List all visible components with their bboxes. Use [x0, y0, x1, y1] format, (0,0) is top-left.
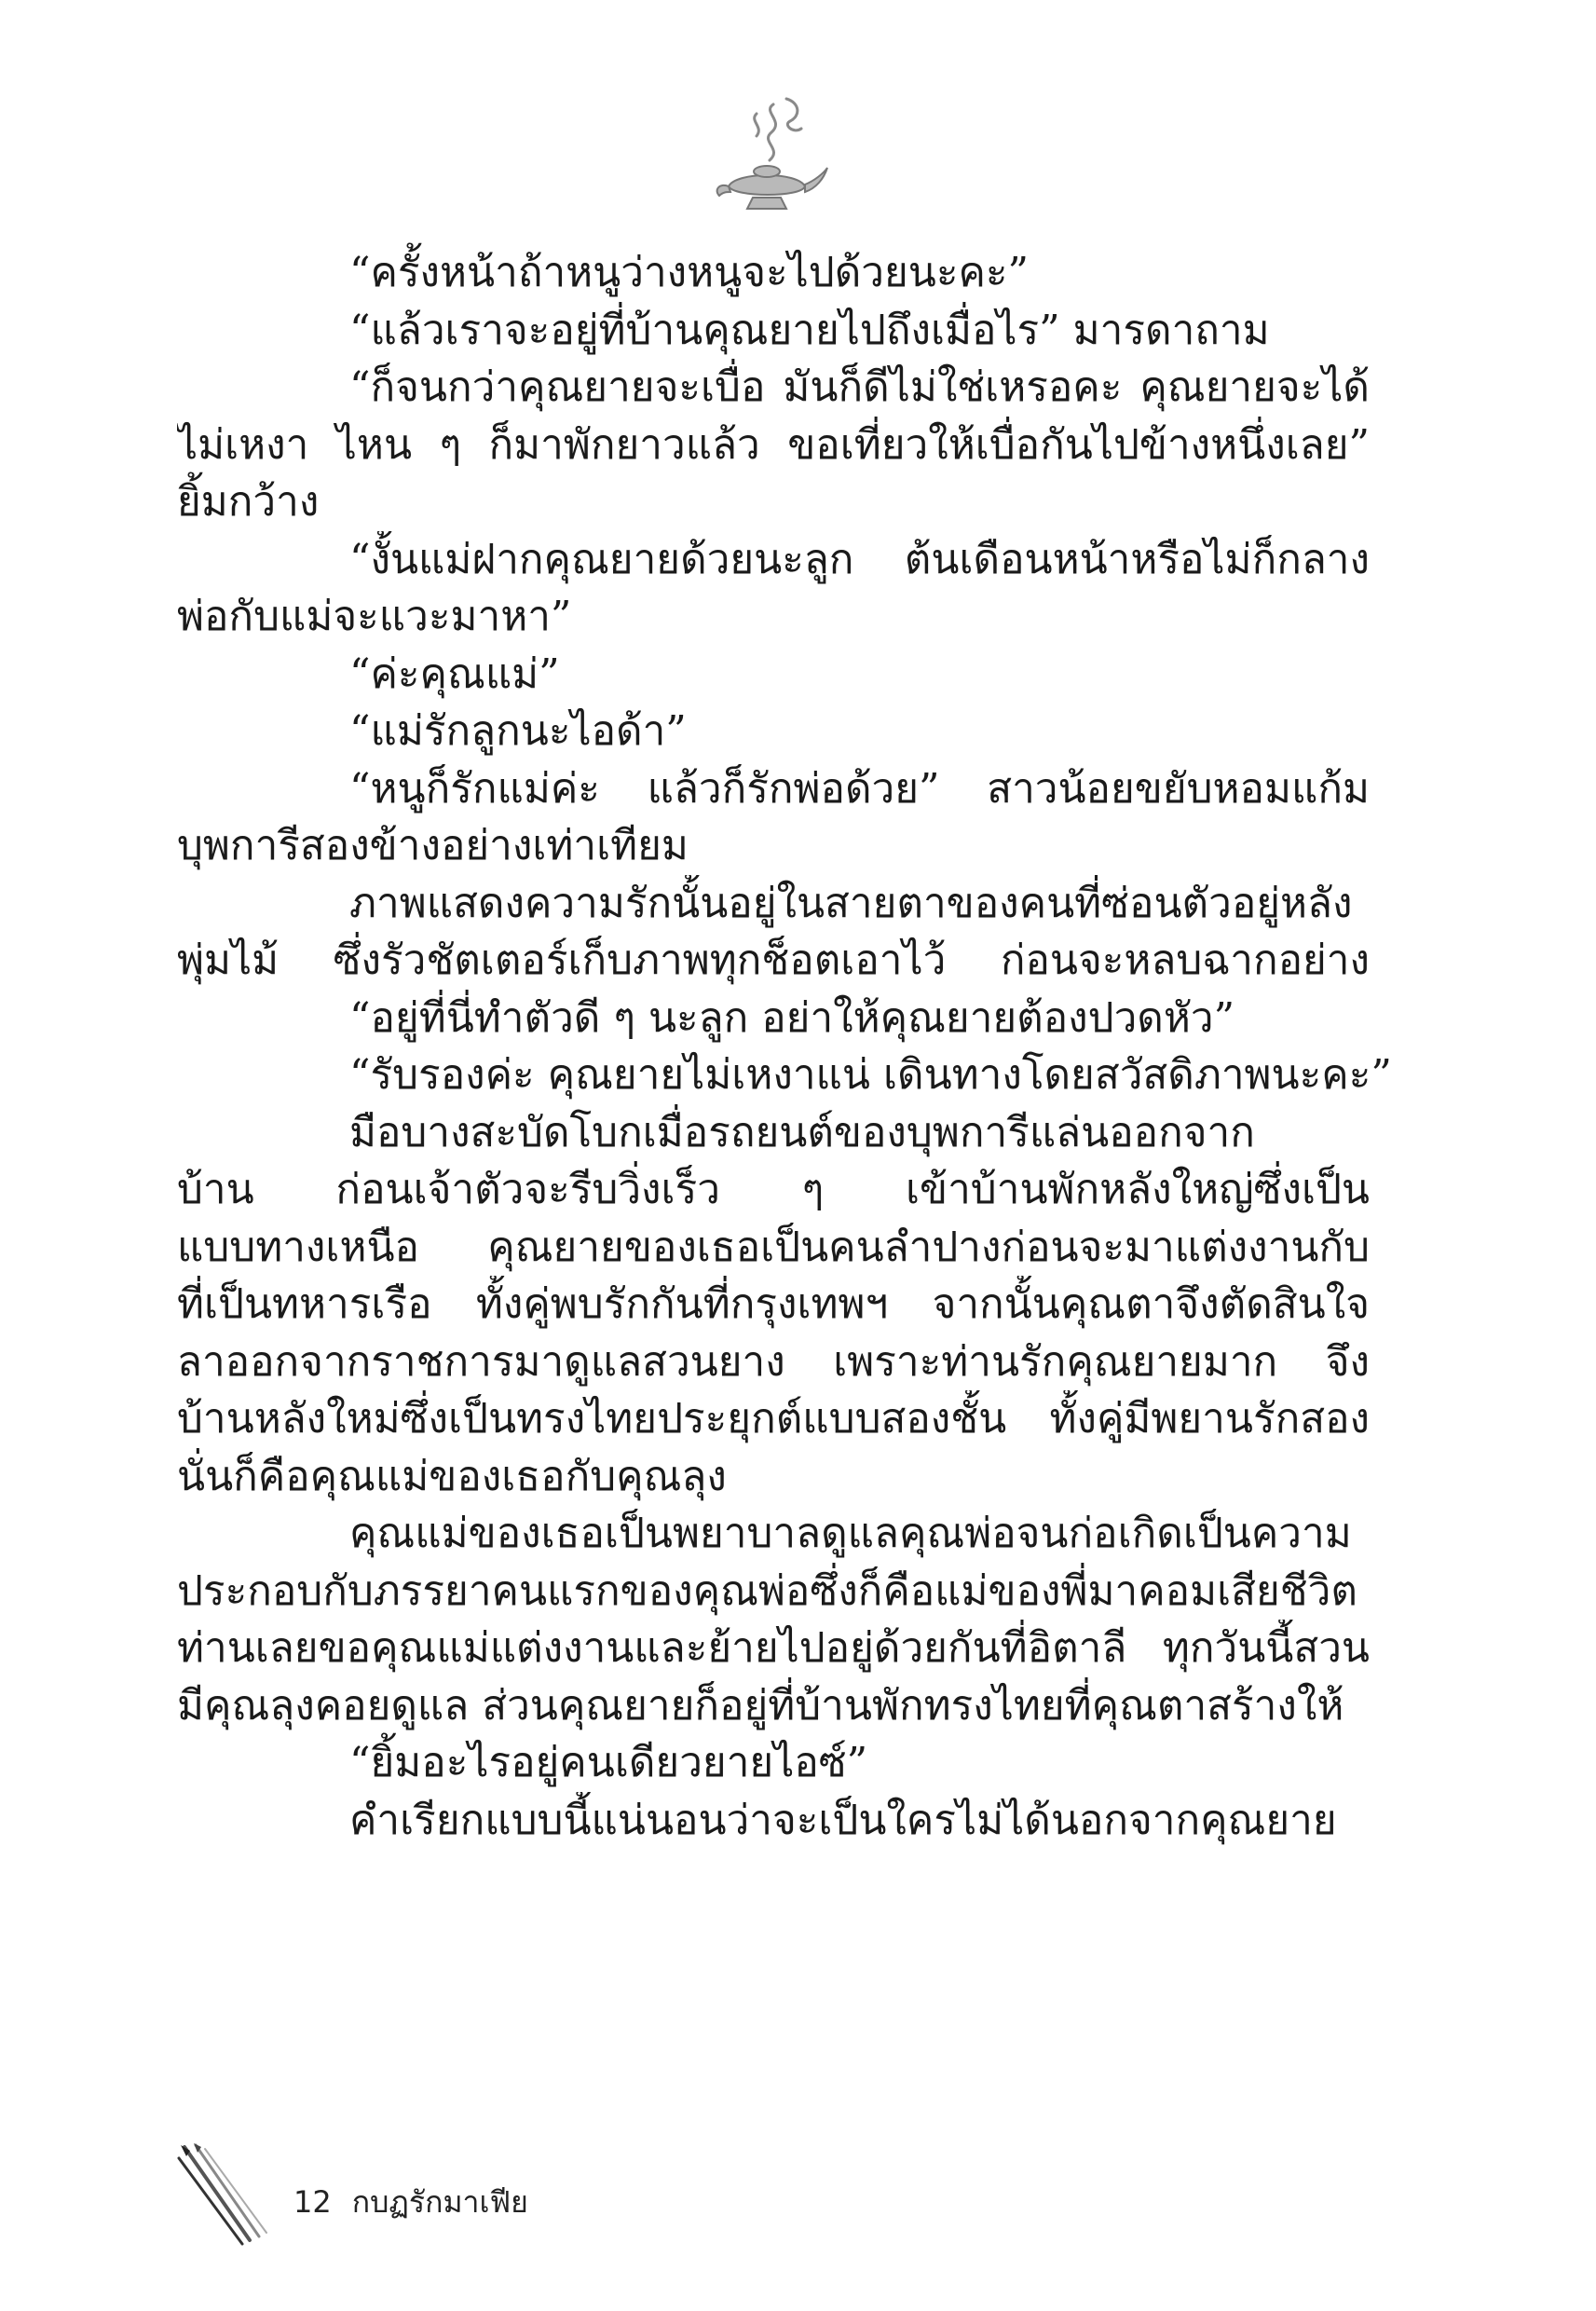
text-line: “อยู่ที่นี่ทำตัวดี ๆ นะลูก อย่าให้คุณยายต้องปวดหัว” — [349, 993, 1235, 1042]
text-line: ยิ้มกว้าง — [177, 478, 320, 526]
text-line: บ้าน ก่อนเจ้าตัวจะรีบวิ่งเร็ว ๆ เข้าบ้านพักหลังใหญ่ซึ่งเป็น — [177, 1166, 1370, 1213]
text-line: “ค่ะคุณแม่” — [349, 650, 560, 698]
text-line: ประกอบกับภรรยาคนแรกของคุณพ่อซึ่งก็คือแม่ของพี่มาคอมเสียชีวิต — [177, 1566, 1357, 1615]
text-line: บ้านหลังใหม่ซึ่งเป็นทรงไทยประยุกต์แบบสองชั้น ทั้งคู่มีพยานรักสอง — [177, 1395, 1370, 1443]
text-line: ลาออกจากราชการมาดูแลสวนยาง เพราะท่านรักคุณยายมาก จึง — [177, 1337, 1370, 1386]
text-line: “หนูก็รักแม่ค่ะ แล้วก็รักพ่อด้วย” สาวน้อยขยับหอมแก้ม — [349, 764, 1370, 813]
text-line: บุพการีสองข้างอย่างเท่าเทียม — [177, 822, 689, 869]
magic-lamp-icon — [708, 93, 829, 224]
text-line: พุ่มไม้ ซึ่งรัวชัตเตอร์เก็บภาพทุกช็อตเอาไว้ ก่อนจะหลบฉากอย่าง — [177, 937, 1370, 984]
text-line: แบบทางเหนือ คุณยายของเธอเป็นคนลำปางก่อนจะมาแต่งงานกับ — [177, 1223, 1370, 1271]
text-line: “แม่รักลูกนะไอด้า” — [349, 707, 687, 755]
text-line: พ่อกับแม่จะแวะมาหา” — [177, 593, 572, 640]
text-line: “ครั้งหน้าถ้าหนูว่างหนูจะไปด้วยนะคะ” — [349, 249, 1030, 296]
footer-text — [293, 2179, 528, 2226]
book-title: กบฏรักมาเฟีย — [351, 2184, 528, 2220]
text-line: “ก็จนกว่าคุณยายจะเบื่อ มันก็ดีไม่ใช่เหรอคะ คุณยายจะได้ — [349, 363, 1370, 411]
text-line: “งั้นแม่ฝากคุณยายด้วยนะลูก ต้นเดือนหน้าหรือไม่ก็กลาง — [349, 535, 1370, 583]
text-line: คำเรียกแบบนี้แน่นอนว่าจะเป็นใครไม่ได้นอกจากคุณยาย — [349, 1796, 1337, 1844]
text-line: มีคุณลุงคอยดูแล ส่วนคุณยายก็อยู่ที่บ้านพักทรงไทยที่คุณตาสร้างให้ — [177, 1681, 1344, 1730]
text-line: นั่นก็คือคุณแม่ของเธอกับคุณลุง — [177, 1452, 727, 1500]
text-line: มือบางสะบัดโบกเมื่อรถยนต์ของบุพการีแล่นออกจาก — [349, 1108, 1255, 1156]
text-line: “ยิ้มอะไรอยู่คนเดียวยายไอซ์” — [349, 1739, 868, 1786]
text-line: คุณแม่ของเธอเป็นพยาบาลดูแลคุณพ่อจนก่อเกิดเป็นความ — [349, 1510, 1352, 1557]
text-line: ภาพแสดงความรักนั้นอยู่ในสายตาของคนที่ซ่อนตัวอยู่หลัง — [349, 879, 1353, 927]
text-line: ที่เป็นทหารเรือ ทั้งคู่พบรักกันที่กรุงเทพฯ จากนั้นคุณตาจึงตัดสินใจ — [177, 1280, 1370, 1328]
body-text — [177, 244, 1392, 1849]
paintbrushes-icon — [177, 2143, 280, 2246]
text-line: ไม่เหงา ไหน ๆ ก็มาพักยาวแล้ว ขอเที่ยวให้เบื่อกันไปข้างหนึ่งเลย” — [177, 420, 1370, 469]
text-line: “แล้วเราจะอยู่ที่บ้านคุณยายไปถึงเมื่อไร” มารดาถาม — [349, 306, 1270, 354]
text-line: ท่านเลยขอคุณแม่แต่งงานและย้ายไปอยู่ด้วยกันที่อิตาลี ทุกวันนี้สวน — [177, 1624, 1370, 1672]
page-footer — [177, 2143, 829, 2246]
text-line: “รับรองค่ะ คุณยายไม่เหงาแน่ เดินทางโดยสวัสดิภาพนะคะ” — [349, 1051, 1392, 1099]
page-number: 12 — [293, 2184, 332, 2220]
